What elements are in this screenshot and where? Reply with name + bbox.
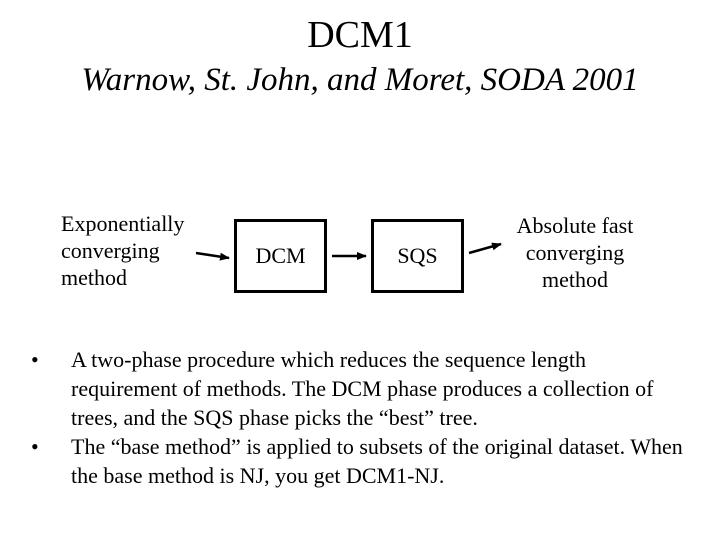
input-method-line-2: converging (61, 238, 160, 263)
sqs-box: SQS (371, 219, 464, 293)
bullet-text: A two-phase procedure which reduces the sequence length requirement of methods. The DCM phase produces a collection of trees, and the SQS phase picks the “best” tree. (71, 347, 654, 430)
output-method-line-2: converging (525, 240, 625, 265)
output-method-line-3: method (542, 267, 608, 292)
input-method-label (61, 210, 211, 291)
input-method-line-1: Exponentially (61, 211, 185, 236)
bullet-item (31, 432, 691, 490)
slide-subtitle: Warnow, St. John, and Moret, SODA 2001 (81, 62, 639, 98)
input-method-line-3: method (61, 265, 127, 290)
output-method-label (500, 212, 650, 293)
bullet-list (31, 345, 691, 490)
dcm-box: DCM (234, 219, 327, 293)
bullet-item (31, 345, 691, 432)
bullet-dot: • (31, 347, 39, 372)
bullet-dot: • (31, 434, 39, 459)
bullet-text: The “base method” is applied to subsets of the original dataset. When the base method is NJ, you get DCM1-NJ. (71, 434, 683, 488)
slide-title: DCM1 (307, 14, 413, 56)
arrow-sqs-to-output (469, 244, 501, 253)
output-method-line-1: Absolute fast (516, 213, 634, 238)
